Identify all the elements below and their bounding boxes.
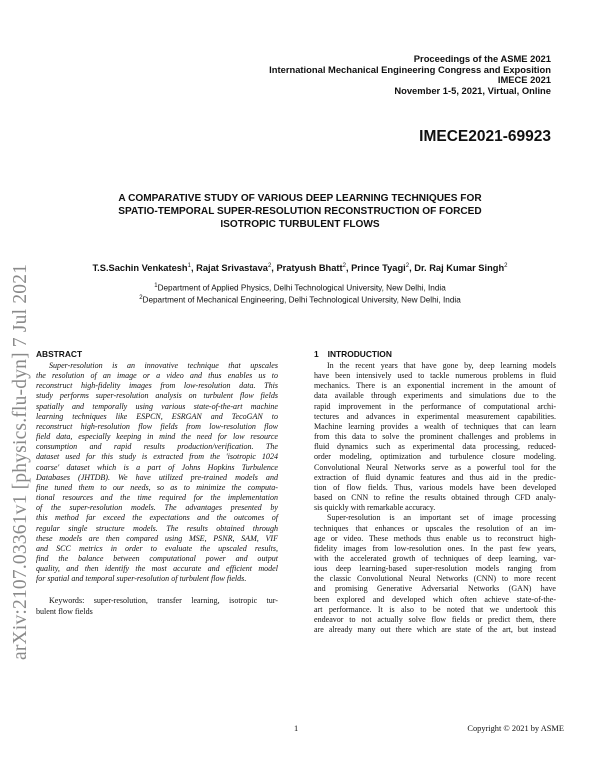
body-line: In the recent years that have gone by, deep learning models <box>327 361 556 370</box>
abstract-line: fine tuned them to our needs, so as to minimize the computa- <box>36 482 278 492</box>
abstract-line: reconstruct high-fidelity images from low-resolution data. This <box>36 381 278 391</box>
body-line: sis quickly with remarkable accuracy. <box>314 503 436 513</box>
abstract-line: find the balance between computational power and output <box>36 553 278 563</box>
abstract-line: coarse' dataset which is a part of Johns Hopkins Turbulence <box>36 462 278 472</box>
proceedings-line: Proceedings of the ASME 2021 <box>413 53 551 64</box>
body-line: data available through experiments and simulations due to the <box>314 391 556 401</box>
abstract-line: learning techniques like ESPCN, ESRGAN and TecoGAN to <box>36 411 278 421</box>
abstract-line: dataset used for this study is extracted from the 'isotropic 1024 <box>36 452 278 462</box>
abstract-line: reconstruct high-resolution flow fields from low-resolution flow <box>36 421 278 431</box>
abstract-line: spatially and temporally using various state-of-the-art machine <box>36 401 278 411</box>
body-line: rapid improvement in the performance of computational archi- <box>314 401 556 411</box>
body-line: from this data to solve the prominent challenges and problems in <box>314 432 556 442</box>
page-number: 1 <box>294 724 299 733</box>
body-line: tion of flow fields. Thus, various models have been developed <box>314 482 556 492</box>
body-line: fluid dynamics such as experimental data processing, reduced- <box>314 442 556 452</box>
body-line: have been intensively used to tackle numerous problems in fluid <box>314 371 556 381</box>
abstract-line: tional resources and the time required for the implementation <box>36 493 278 503</box>
author-affiliation-mark: 2 <box>405 263 410 269</box>
author-affiliation-mark: 1 <box>187 263 191 269</box>
author-affiliation-mark: 2 <box>342 263 346 269</box>
abstract-body <box>36 361 278 584</box>
body-line: ious deep learning-based super-resolution models ranging from <box>314 564 556 574</box>
title-line: A COMPARATIVE STUDY OF VARIOUS DEEP LEARNING TECHNIQUES FOR <box>118 193 482 204</box>
paper-id: IMECE2021-69923 <box>419 128 551 145</box>
keywords-line: bulent flow fields <box>36 606 93 616</box>
author-name: Rajat Srivastava <box>196 263 268 274</box>
body-line: and promising Generative Adversarial Networks (GAN) have <box>314 584 556 594</box>
body-line: been explored and developed which often achieve state-of-the- <box>314 594 556 604</box>
author-name: Prince Tyagi <box>351 263 406 274</box>
introduction-paragraph-1 <box>314 361 556 513</box>
abstract-line: consumption and rapid results production/verification. The <box>36 442 278 452</box>
affiliation-text: Department of Applied Physics, Delhi Technological University, New Delhi, India <box>157 283 446 293</box>
affiliation-number: 1 <box>154 283 158 289</box>
author-name: Dr. Raj Kumar Singh <box>414 263 505 274</box>
body-line: age or video. These methods thus enable us to reconstruct high- <box>314 533 556 543</box>
proceedings-line: International Mechanical Engineering Congress and Exposition <box>269 63 551 75</box>
body-line: order modeling, optimization and turbulence closure modeling. <box>314 452 556 462</box>
body-line: extraction of fluid dynamic features and thus aid in the predic- <box>314 472 556 482</box>
abstract-line: quality, and then identify the most accurate and efficient model <box>36 564 278 574</box>
proceedings-line: IMECE 2021 <box>497 74 551 86</box>
keywords-line: Keywords: super-resolution, transfer learning, isotropic tur- <box>49 596 278 606</box>
body-line: with the accelerated growth of techniques of deep learning, var- <box>314 553 556 563</box>
introduction-paragraph-2 <box>314 513 556 635</box>
affiliation-text: Department of Mechanical Engineering, Delhi Technological University, New Delhi, India <box>142 295 461 305</box>
introduction-heading <box>314 349 556 361</box>
title-line: ISOTROPIC TURBULENT FLOWS <box>220 219 380 230</box>
paper-title <box>60 192 540 231</box>
author-affiliation-mark: 2 <box>504 263 508 269</box>
proceedings-header <box>269 54 551 96</box>
author-name: T.S.Sachin Venkatesh <box>92 263 188 274</box>
body-line: Super-resolution is an important set of image processing <box>327 513 556 523</box>
body-line: Machine learning provides a wealth of techniques that can learn <box>314 421 556 431</box>
body-line: are already many out there which are state of the art, but instead <box>314 625 556 635</box>
abstract-line: this method far exceed the expectations and the outcomes of <box>36 513 278 523</box>
body-line: techniques that enhances or upscales the resolution of an im- <box>314 523 556 533</box>
affiliation-1 <box>40 283 560 293</box>
body-line: art performance. It is also to be noted that we undertook this <box>314 604 556 614</box>
body-line: the classic Convolutional Neural Networks (CNN) to more recent <box>314 574 556 584</box>
abstract-line: for spatial and temporal super-resolution of turbulent flow fields. <box>36 574 247 584</box>
abstract-line: these models are then compared using MSE, PSNR, SAM, VIF <box>36 533 278 543</box>
abstract-line: of the super-resolution models. The advantages presented by <box>36 503 278 513</box>
arxiv-watermark: arXiv:2107.03361v1 [physics.flu-dyn] 7 Jul 2021 <box>10 263 31 660</box>
abstract-line: the resolution of an image or a video and thus enables us to <box>36 371 278 381</box>
section-title: INTRODUCTION <box>327 349 392 359</box>
title-line: SPATIO-TEMPORAL SUPER-RESOLUTION RECONSTRUCTION OF FORCED <box>118 206 482 217</box>
author-affiliation-mark: 2 <box>267 263 272 269</box>
body-line: mechanics. There is an exponential increment in the amount of <box>314 381 556 391</box>
body-line: endeavor to not actually solve flow fields or predict them, there <box>314 614 556 624</box>
introduction-column <box>314 349 556 635</box>
section-number: 1 <box>314 349 319 359</box>
body-line: fidelity images from low-resolution ones. In the past few years, <box>314 543 556 553</box>
keywords <box>36 596 278 616</box>
body-line: tectures and advances in experimental measurement capabilities. <box>314 411 556 421</box>
abstract-line: field data, especially keeping in mind the need for low resource <box>36 432 278 442</box>
affiliation-number: 2 <box>139 295 143 301</box>
proceedings-line: November 1-5, 2021, Virtual, Online <box>394 84 551 96</box>
abstract-line: Super-resolution is an innovative technique that upscales <box>49 361 278 370</box>
author-name: Pratyush Bhatt <box>276 263 343 274</box>
abstract-line: Databases (JHTDB). We have utilized pre-trained models and <box>36 472 278 482</box>
author-list: T.S.Sachin Venkatesh$^1$, Rajat Srivastava$^2$, Pratyush Bhatt$^2$, Prince Tyagi$^2$, Dr. Raj Kumar Singh$^2$ <box>92 263 508 274</box>
abstract-heading: ABSTRACT <box>36 349 83 359</box>
abstract-line: and SCC metrics in order to evaluate the upscaled results, <box>36 543 278 553</box>
copyright-notice: Copyright © 2021 by ASME <box>467 724 564 733</box>
body-line: based on CNN to refine the results obtained through CFD analy- <box>314 493 556 503</box>
abstract-line: regular single structure models. The results obtained through <box>36 523 278 533</box>
affiliation-2 <box>40 295 560 305</box>
abstract-line: study performs super-resolution analysis on turbulent flow fields <box>36 391 278 401</box>
body-line: Convolutional Neural Networks serve as a powerful tool for the <box>314 462 556 472</box>
abstract-column <box>36 349 278 617</box>
